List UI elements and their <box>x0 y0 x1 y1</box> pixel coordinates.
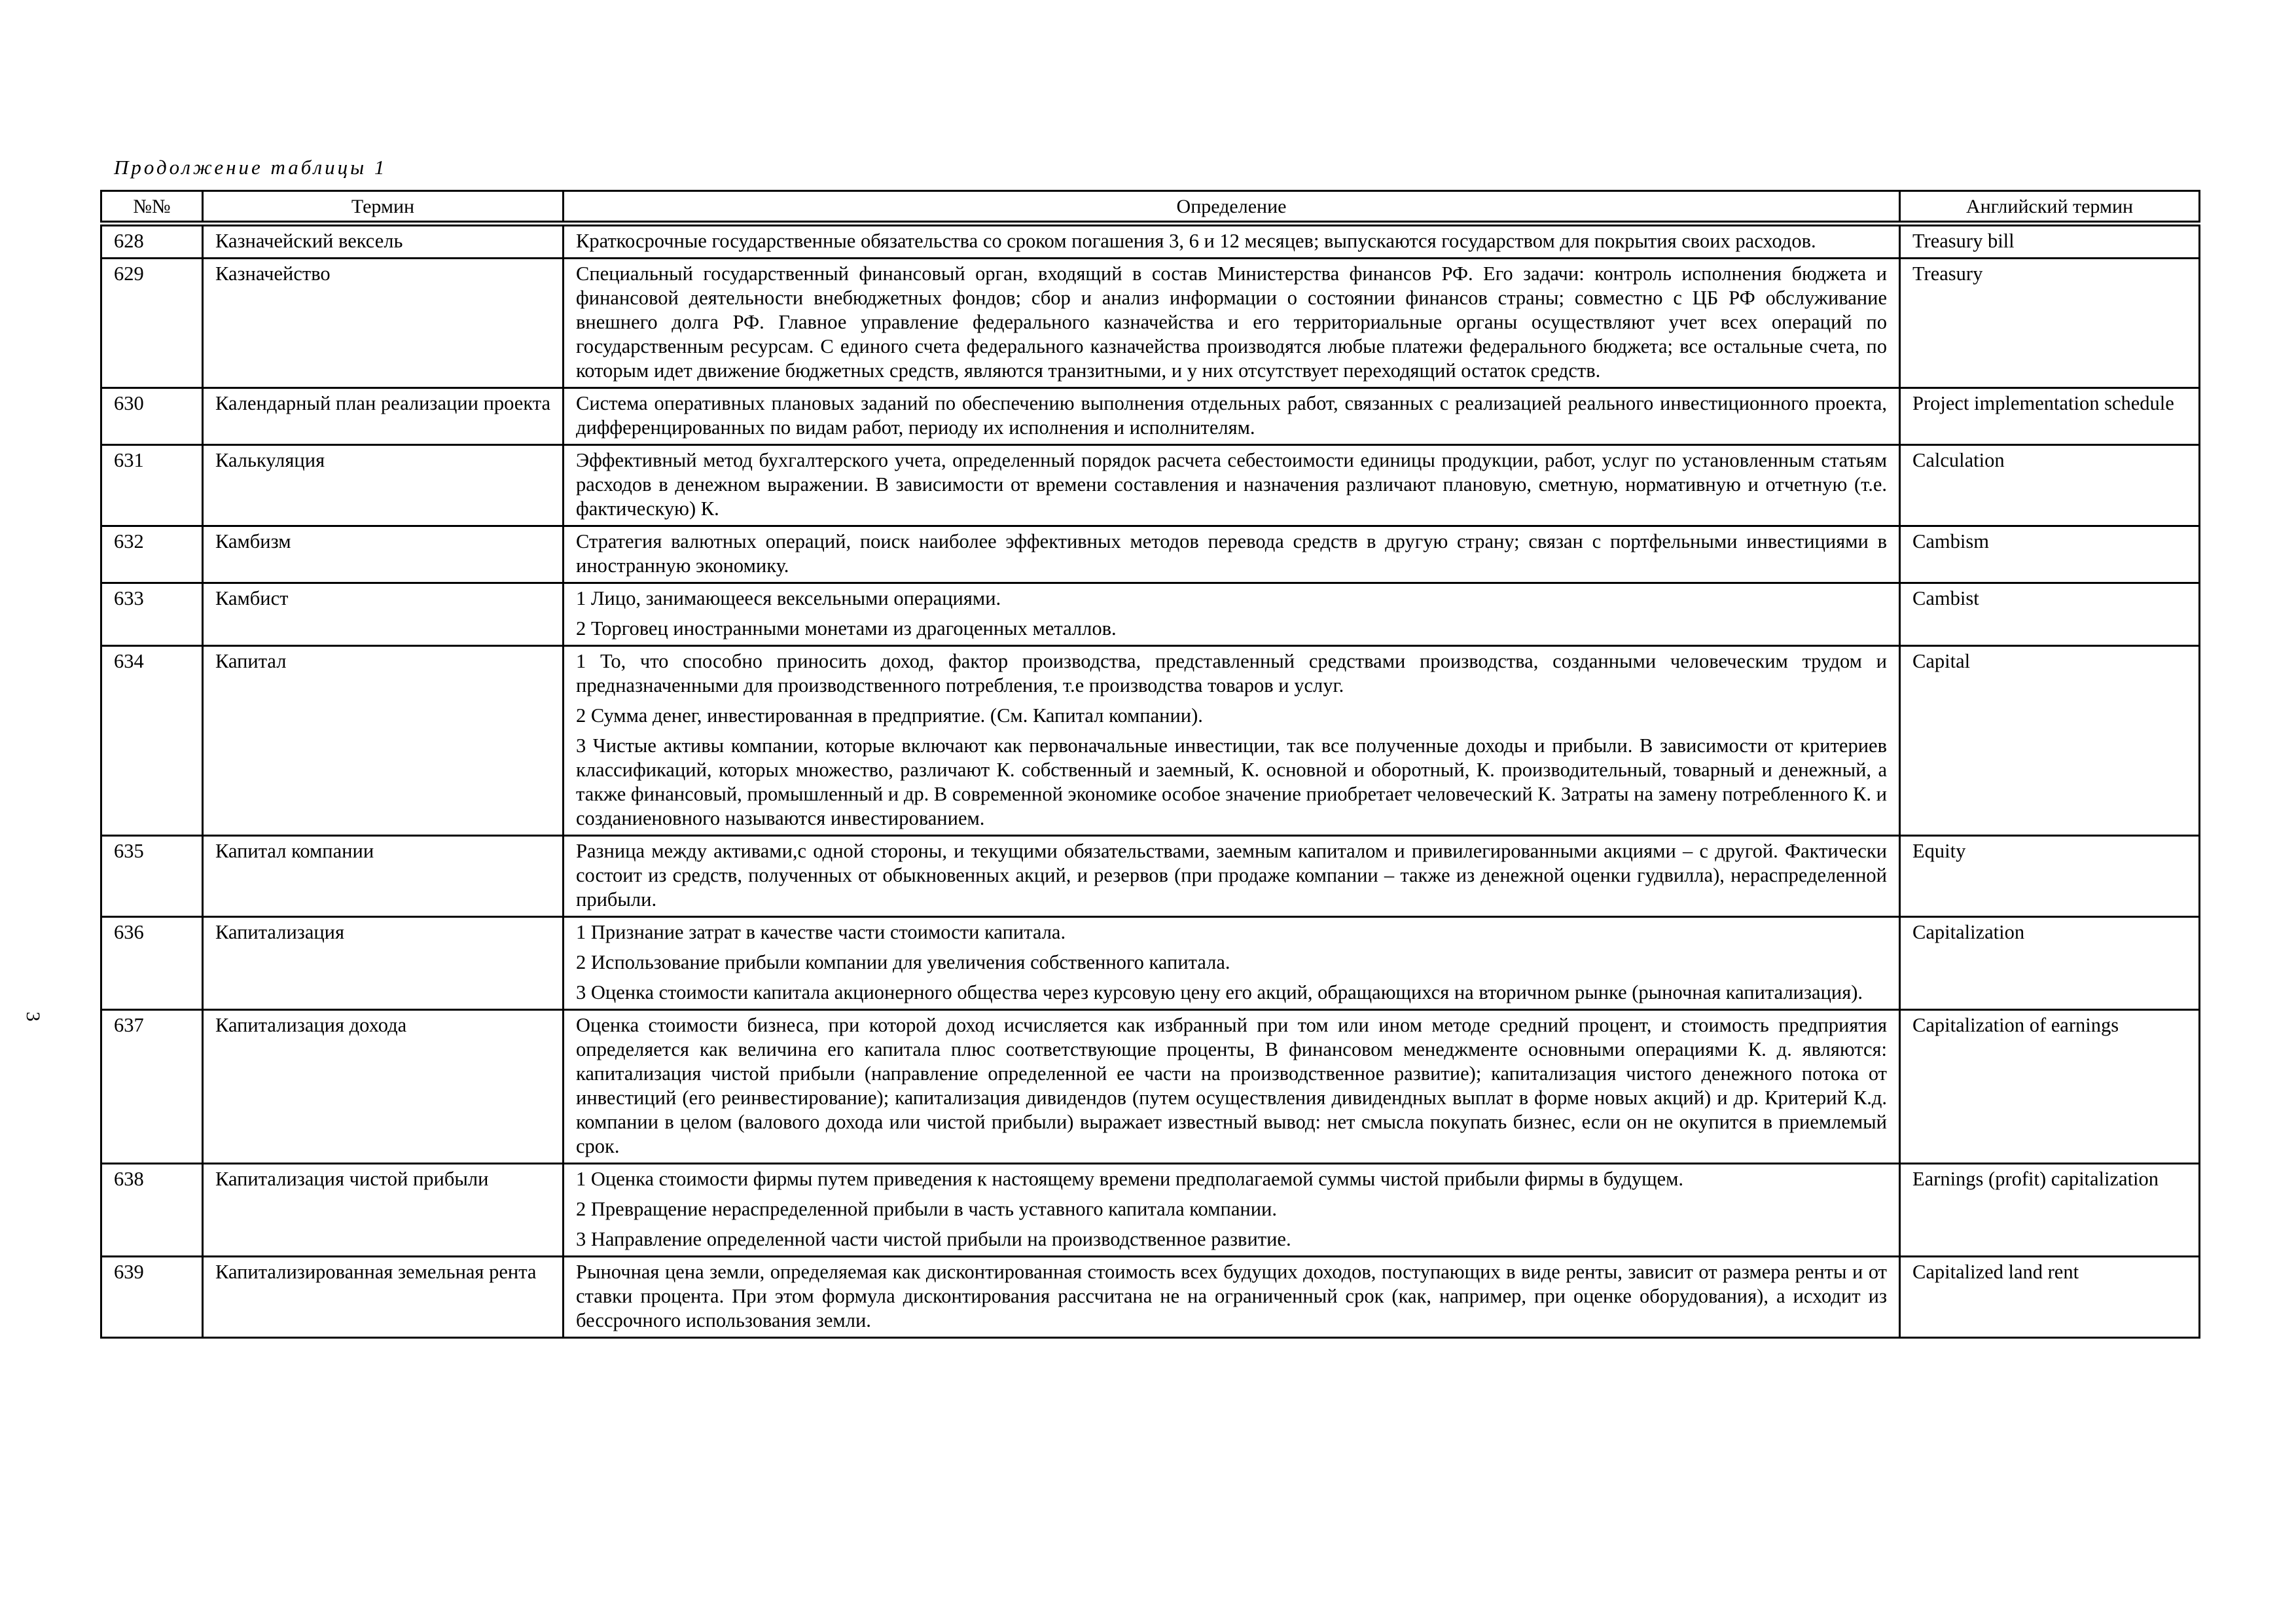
definition-paragraph: Система оперативных плановых заданий по обеспечению выполнения отдельных работ, связанных с реализацией реального инвестиционного проекта, дифференцированных по видам работ, периоду их исполнения и исполнителям. <box>576 392 1887 439</box>
definition-paragraph: 1 Признание затрат в качестве части стоимости капитала. <box>576 921 1066 943</box>
header-term: Термин <box>203 191 564 224</box>
definition-paragraph: Эффективный метод бухгалтерского учета, определенный порядок расчета себестоимости единицы продукции, работ, услуг по установленным статьям расходов в денежном выражении. В зависимости от времени составления и назначения различают плановую, сметную, нормативную и отчетную (т.е. фактическую) К. <box>576 449 1887 520</box>
table-row <box>101 388 2200 445</box>
entry-number: 628 <box>101 224 203 259</box>
entry-number: 630 <box>101 388 203 445</box>
definition-paragraph: 3 Направление определенной части чистой прибыли на производственное развитие. <box>576 1228 1291 1250</box>
entry-english-term: Equity <box>1900 836 2200 917</box>
entry-number: 631 <box>101 445 203 526</box>
table-header-row <box>101 191 2200 224</box>
entry-english-term: Calculation <box>1900 445 2200 526</box>
entry-number: 639 <box>101 1257 203 1338</box>
definition-paragraph: Стратегия валютных операций, поиск наиболее эффективных методов перевода средств в другую страну; связан с портфельными инвестициями в иностранную экономику. <box>576 530 1887 577</box>
entry-number: 632 <box>101 526 203 583</box>
entry-term: Казначейский вексель <box>203 224 564 259</box>
table-row <box>101 445 2200 526</box>
entry-english-term: Project implementation schedule <box>1900 388 2200 445</box>
definition-paragraph: 2 Сумма денег, инвестированная в предприятие. (См. Капитал компании). <box>576 704 1203 727</box>
glossary-table <box>100 190 2200 1339</box>
entry-term: Капитализированная земельная рента <box>203 1257 564 1338</box>
entry-definition <box>564 646 1900 836</box>
entry-english-term: Capitalization <box>1900 917 2200 1010</box>
definition-paragraph: 1 Оценка стоимости фирмы путем приведения к настоящему времени предполагаемой суммы чистой прибыли фирмы в будущем. <box>576 1168 1684 1190</box>
entry-english-term: Treasury bill <box>1900 224 2200 259</box>
definition-paragraph: Оценка стоимости бизнеса, при которой доход исчисляется как избранный при том или ином методе средний процент, и стоимость предприятия определяется как величина его капитала плюс соответствующие проценты, В финансовом менеджменте основными операциями К. д. являются: капитализация чистой прибыли (направление определенной ее части на производственное развитие); капитализация чистого денежного потока от инвестиций (его реинвестирование); капитализация дивидендов (путем осуществления дивидендных выплат в форме новых акций) и др. Критерий К.д. компании в целом (валового дохода или чистой прибыли) выражает известный вывод: нет смысла покупать бизнес, если он не окупится в приемлемый срок. <box>576 1014 1887 1157</box>
entry-term: Капитал <box>203 646 564 836</box>
entry-term: Казначейство <box>203 259 564 388</box>
entry-english-term: Earnings (profit) capitalization <box>1900 1164 2200 1257</box>
entry-english-term: Capital <box>1900 646 2200 836</box>
entry-term: Капитализация <box>203 917 564 1010</box>
table-body <box>101 224 2200 1338</box>
entry-definition <box>564 917 1900 1010</box>
page-number: 3 <box>22 1011 44 1022</box>
entry-term: Календарный план реализации проекта <box>203 388 564 445</box>
entry-definition <box>564 836 1900 917</box>
entry-definition <box>564 388 1900 445</box>
entry-definition <box>564 583 1900 646</box>
definition-paragraph: Рыночная цена земли, определяемая как дисконтированная стоимость всех будущих доходов, поступающих в виде ренты, зависит от размера ренты и от ставки процента. При этом формула дисконтирования рассчитана не на ограниченный срок (как, например, при оценке оборудования), а исходит из бессрочного использования земли. <box>576 1261 1887 1331</box>
definition-paragraph: Краткосрочные государственные обязательства со сроком погашения 3, 6 и 12 месяцев; выпускаются государством для покрытия своих расходов. <box>576 230 1816 252</box>
entry-number: 635 <box>101 836 203 917</box>
table-row <box>101 1257 2200 1338</box>
entry-number: 636 <box>101 917 203 1010</box>
entry-english-term: Treasury <box>1900 259 2200 388</box>
entry-definition <box>564 259 1900 388</box>
entry-term: Камбизм <box>203 526 564 583</box>
entry-number: 629 <box>101 259 203 388</box>
table-caption: Продолжение таблицы 1 <box>114 156 387 179</box>
table-row <box>101 259 2200 388</box>
definition-paragraph: Разница между активами,с одной стороны, и текущими обязательствами, заемным капиталом и привилегированными акциями – с другой. Фактически состоит из средств, полученных от обыкновенных акций, и резервов (при продаже компании – также из денежной оценки гудвилла), нераспределенной прибыли. <box>576 840 1887 911</box>
entry-english-term: Capitalization of earnings <box>1900 1010 2200 1164</box>
definition-paragraph: 2 Торговец иностранными монетами из драгоценных металлов. <box>576 617 1117 640</box>
definition-paragraph: 3 Чистые активы компании, которые включают как первоначальные инвестиции, так все полученные доходы и прибыли. В зависимости от критериев классификаций, которых множество, различают К. собственный и заемный, К. основной и оборотный, К. производительный, товарный и денежный, а также финансовый, промышленный и др. В современной экономике особое значение приобретает человеческий К. Затраты на замену потребленного К. и созданиеновного называются инвестированием. <box>576 734 1887 829</box>
definition-paragraph: 2 Превращение нераспределенной прибыли в часть уставного капитала компании. <box>576 1198 1277 1220</box>
entry-english-term: Cambist <box>1900 583 2200 646</box>
entry-number: 634 <box>101 646 203 836</box>
entry-definition <box>564 1257 1900 1338</box>
table-row <box>101 836 2200 917</box>
entry-number: 633 <box>101 583 203 646</box>
table-row <box>101 526 2200 583</box>
definition-paragraph: 1 Лицо, занимающееся вексельными операциями. <box>576 587 1001 609</box>
entry-term: Капитал компании <box>203 836 564 917</box>
definition-paragraph: 2 Использование прибыли компании для увеличения собственного капитала. <box>576 951 1230 973</box>
entry-term: Капитализация дохода <box>203 1010 564 1164</box>
entry-term: Капитализация чистой прибыли <box>203 1164 564 1257</box>
definition-paragraph: 3 Оценка стоимости капитала акционерного общества через курсовую цену его акций, обращающихся на вторичном рынке (рыночная капитализация). <box>576 981 1863 1003</box>
header-english-term: Английский термин <box>1900 191 2200 224</box>
header-number: №№ <box>101 191 203 224</box>
definition-paragraph: 1 То, что способно приносить доход, фактор производства, представленный средствами производства, созданными человеческим трудом и предназначенными для производственного потребления, т.е производства товаров и услуг. <box>576 650 1887 696</box>
table-row <box>101 646 2200 836</box>
table-row <box>101 224 2200 259</box>
table-row <box>101 917 2200 1010</box>
entry-number: 637 <box>101 1010 203 1164</box>
entry-english-term: Capitalized land rent <box>1900 1257 2200 1338</box>
table-row <box>101 1164 2200 1257</box>
table-row <box>101 583 2200 646</box>
table-row <box>101 1010 2200 1164</box>
entry-definition <box>564 224 1900 259</box>
entry-english-term: Cambism <box>1900 526 2200 583</box>
definition-paragraph: Специальный государственный финансовый орган, входящий в состав Министерства финансов РФ. Его задачи: контроль исполнения бюджета и финансовой деятельности внебюджетных фондов; сбор и анализ информации о состоянии финансов страны; совместно с ЦБ РФ обслуживание внешнего долга РФ. Главное управление федерального казначейства и его территориальные органы осуществляют учет всех операций по государственным ресурсам. С единого счета федерального казначейства производятся любые платежи федерального бюджета; все остальные счета, по которым идет движение бюджетных средств, являются транзитными, и у них отсутствует переходящий остаток средств. <box>576 262 1887 382</box>
header-definition: Определение <box>564 191 1900 224</box>
entry-number: 638 <box>101 1164 203 1257</box>
entry-definition <box>564 1010 1900 1164</box>
entry-definition <box>564 445 1900 526</box>
entry-definition <box>564 526 1900 583</box>
entry-definition <box>564 1164 1900 1257</box>
entry-term: Камбист <box>203 583 564 646</box>
entry-term: Калькуляция <box>203 445 564 526</box>
